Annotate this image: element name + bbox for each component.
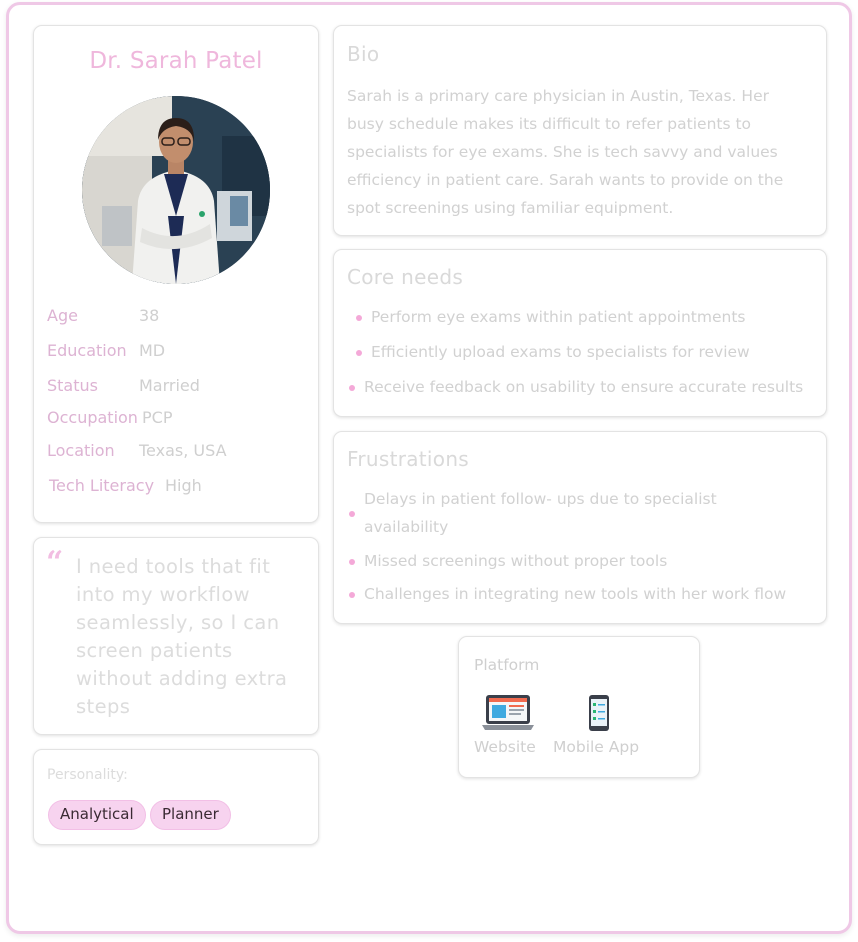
- core-need-item: Perform eye exams within patient appointments: [371, 308, 746, 326]
- occupation-label: Occupation: [47, 408, 138, 427]
- status-label: Status: [47, 376, 98, 395]
- profile-photo: [82, 96, 270, 284]
- status-value: Married: [139, 376, 200, 395]
- frustrations-card: [333, 431, 827, 624]
- quote-text: I need tools that fit into my workflow seamlessly, so I can screen patients without adding extra steps: [76, 555, 288, 718]
- education-value: MD: [139, 341, 166, 360]
- core-need-item: Efficiently upload exams to specialists for review: [371, 343, 750, 361]
- personality-tag-analytical: Analytical: [48, 800, 146, 830]
- bio-text: Sarah is a primary care physician in Austin, Texas. Her busy schedule makes its difficult to refer patients to specialists for eye exams. She is tech savvy and values efficiency in patient care. Sarah wants to provide on the spot screenings using familiar equipment.: [347, 87, 784, 217]
- personality-tag-planner: Planner: [150, 800, 231, 830]
- platform-mobile-app-label: Mobile App: [553, 738, 640, 756]
- bio-title: Bio: [347, 42, 380, 66]
- platform-title: Platform: [474, 656, 540, 674]
- core-needs-card: [333, 249, 827, 417]
- bullet-dot: [349, 559, 355, 565]
- location-value: Texas, USA: [139, 441, 227, 460]
- location-label: Location: [47, 441, 115, 460]
- occupation-value: PCP: [142, 408, 173, 427]
- bullet-dot: [356, 315, 362, 321]
- frustration-item: Challenges in integrating new tools with her work flow: [364, 585, 787, 603]
- bullet-dot: [356, 350, 362, 356]
- personality-card: [33, 749, 319, 845]
- bio-card: [333, 25, 827, 236]
- bullet-dot: [349, 511, 355, 517]
- age-value: 38: [139, 306, 160, 325]
- tech-literacy-value: High: [165, 476, 202, 495]
- mobile-phone-icon: [588, 695, 610, 735]
- frustrations-title: Frustrations: [347, 447, 470, 471]
- frustration-item: Delays in patient follow- ups due to specialist availability: [364, 490, 717, 536]
- core-need-item: Receive feedback on usability to ensure accurate results: [364, 378, 804, 396]
- persona-name: Dr. Sarah Patel: [89, 48, 263, 74]
- core-needs-title: Core needs: [347, 265, 464, 289]
- platform-card: [458, 636, 700, 778]
- platform-website-label: Website: [474, 738, 536, 756]
- quote-mark-icon: “: [46, 545, 64, 580]
- frustration-item: Missed screenings without proper tools: [364, 552, 668, 570]
- bullet-dot: [349, 592, 355, 598]
- quote-card: [33, 537, 319, 735]
- laptop-icon: [482, 694, 534, 736]
- profile-card: [33, 25, 319, 523]
- age-label: Age: [47, 306, 78, 325]
- bullet-dot: [349, 385, 355, 391]
- tech-literacy-label: Tech Literacy: [49, 476, 155, 495]
- personality-title: Personality:: [47, 767, 128, 783]
- education-label: Education: [47, 341, 127, 360]
